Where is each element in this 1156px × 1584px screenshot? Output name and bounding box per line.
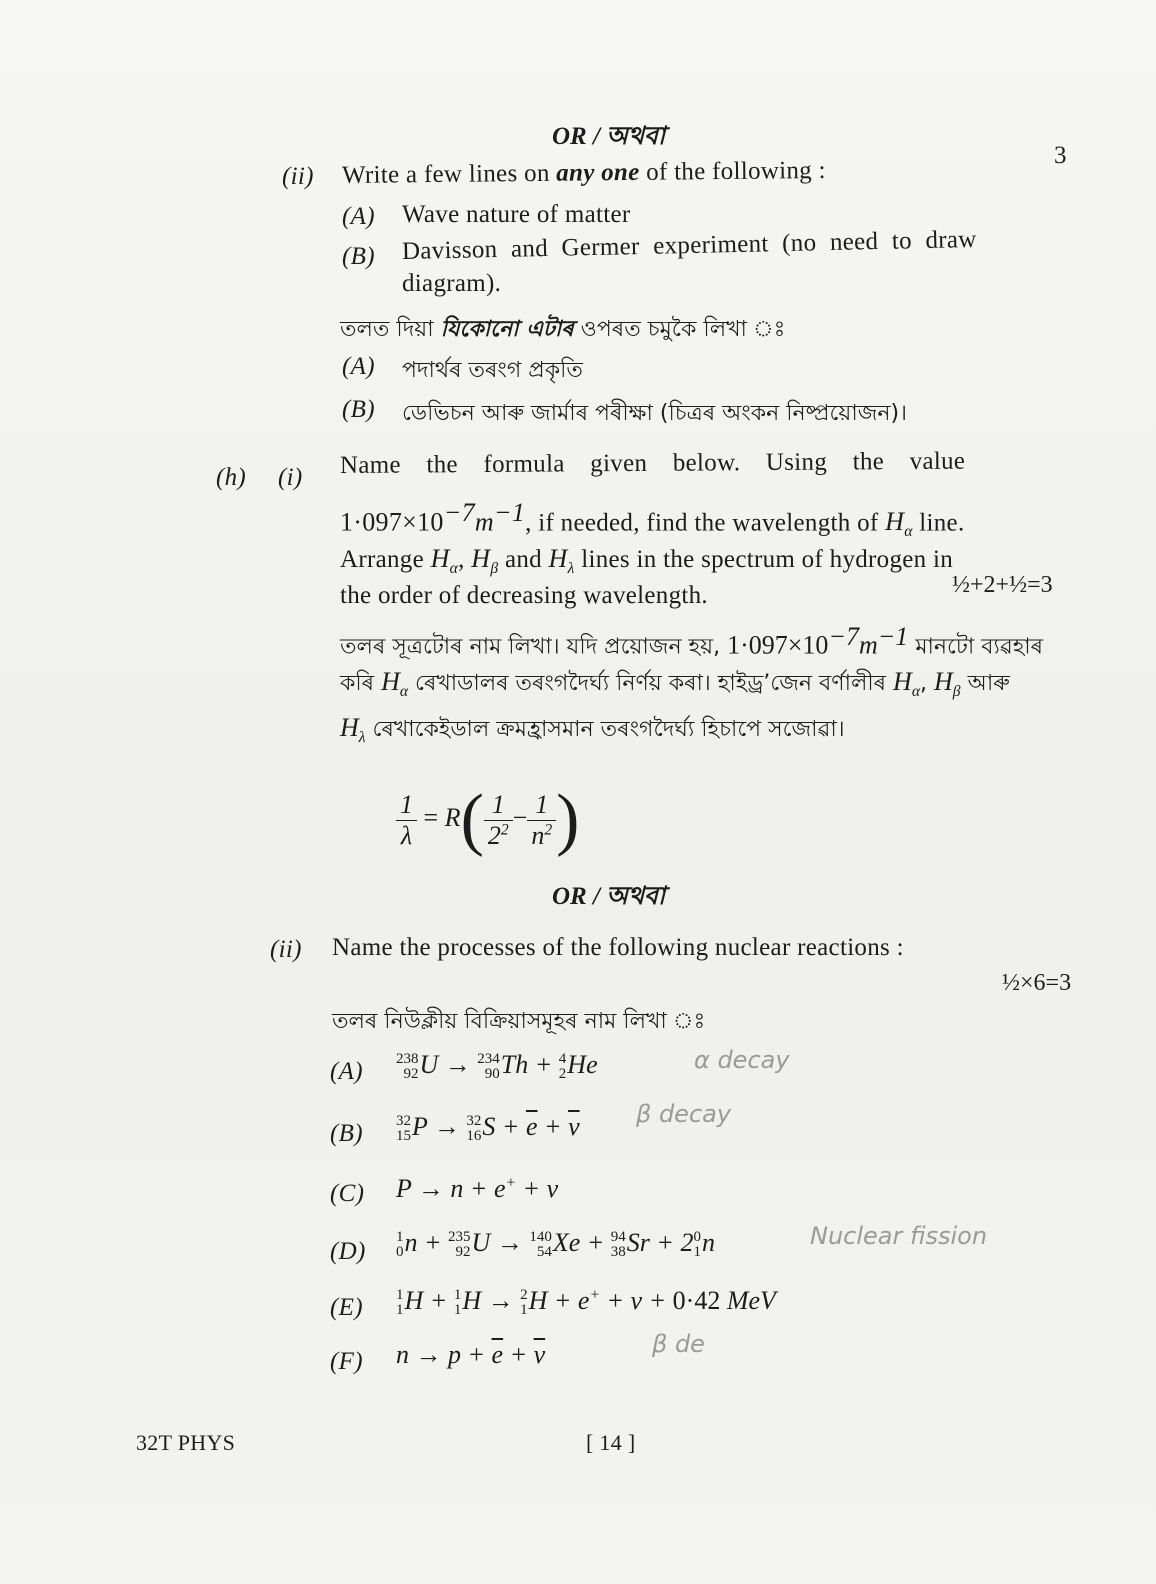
question-prompt-en: Write a few lines on any one of the following : [341, 156, 826, 189]
handwritten-answer: Nuclear fission [810, 1222, 988, 1250]
reaction-label: (A) [330, 1058, 363, 1085]
reaction-label: (F) [330, 1348, 363, 1375]
option-label: (A) [342, 353, 375, 380]
question-text-bn: তলৰ সূত্ৰটোৰ নাম লিখা। যদি প্ৰয়োজন হয়, $1\cdot 097\times 10^{-7}m^{-1}$ মানটো ব্যৱহাৰ [340, 622, 1044, 660]
option-text-bn: ডেভিচন আৰু জাৰ্মাৰ পৰীক্ষা (চিত্ৰৰ অংকন নিষ্প্ৰয়োজন)। [402, 401, 907, 426]
option-label: (A) [342, 203, 375, 230]
question-number: (i) [278, 464, 303, 491]
option-label: (B) [342, 243, 375, 270]
reaction-d: 1 0 n + 235 92 U → 140 54 Xe + 94 38 Sr + 2 0 1 n [396, 1228, 715, 1261]
page-ref-number: 3 [1054, 142, 1067, 169]
question-text-en: Name the formula given below. Using the value [339, 447, 966, 479]
or-divider-middle: OR / অথবা [552, 883, 666, 910]
paper-code: 32T PHYS [136, 1430, 236, 1455]
marks-label: ½+2+½=3 [952, 572, 1053, 598]
question-text-en: the order of decreasing wavelength. [340, 582, 708, 609]
question-number: (ii) [270, 936, 302, 963]
reaction-label: (C) [330, 1180, 365, 1207]
reaction-b: 32 15 P → 32 16 $S + \overline{e} + \overline{\nu}$ [396, 1112, 580, 1145]
question-text-bn: $H_\lambda$ ৰেখাকেইডাল ক্ৰমহ্ৰাসমান তৰংগদৈৰ্ঘ্য হিচাপে সজোৱা। [340, 713, 845, 747]
reaction-c: P → n + e+ + ν [396, 1174, 559, 1203]
handwritten-answer: β de [652, 1330, 705, 1358]
option-label: (B) [342, 396, 375, 423]
question-text-bn: কৰি $H_\alpha$ ৰেখাডালৰ তৰংগদৈৰ্ঘ্য নিৰ্ণয় কৰা। হাইড্ৰ’জেন বৰ্ণালীৰ $H_\alpha$, $H_\beta$ আৰু [340, 667, 1010, 701]
question-number: (ii) [282, 163, 314, 190]
question-prompt-bn: তলত দিয়া যিকোনো এটাৰ ওপৰত চমুকৈ লিখা ঃ [340, 317, 786, 342]
handwritten-answer: β decay [636, 1100, 732, 1128]
reaction-e: 1 1 H + 1 1 H → 2 1 H + e+ + ν + 0·42 MeV [396, 1286, 776, 1319]
option-text-en-cont: diagram). [402, 270, 502, 297]
marks-label: ½×6=3 [1002, 970, 1072, 996]
reaction-label: (E) [330, 1294, 363, 1321]
reaction-label: (D) [330, 1238, 366, 1265]
question-text-en: $1\cdot 097\times 10^{-7}m^{-1}$, if needed, find the wavelength of $H_\alpha$ line. [340, 498, 965, 541]
reaction-f: $n \to p + \overline{e} + \overline{\nu}$ [396, 1340, 546, 1369]
reaction-label: (B) [330, 1120, 363, 1147]
rydberg-formula: $\frac{1}{\lambda}$ = R( $\frac{1}{2^2}$ − $\frac{1}{n^2}$ ) [396, 780, 579, 860]
page-number: [ 14 ] [586, 1430, 636, 1455]
question-letter: (h) [216, 464, 247, 491]
option-text-en: Wave nature of matter [402, 201, 631, 228]
question-prompt-bn: তলৰ নিউক্লীয় বিক্ৰিয়াসমূহৰ নাম লিখা ঃ [332, 1009, 706, 1034]
question-prompt-en: Name the processes of the following nuclear reactions : [332, 934, 904, 961]
option-text-en: Davisson and Germer experiment (no need to draw [401, 225, 977, 265]
handwritten-answer: α decay [694, 1046, 790, 1074]
reaction-a: 238 92 U → 234 90 Th + 4 2 He [396, 1050, 598, 1083]
option-text-bn: পদাৰ্থৰ তৰংগ প্ৰকৃতি [402, 358, 583, 383]
question-text-en: Arrange $H_\alpha$, $H_\beta$ and $H_\lambda$ lines in the spectrum of hydrogen in [340, 544, 954, 578]
or-divider-top: OR / অথবা [552, 123, 666, 150]
